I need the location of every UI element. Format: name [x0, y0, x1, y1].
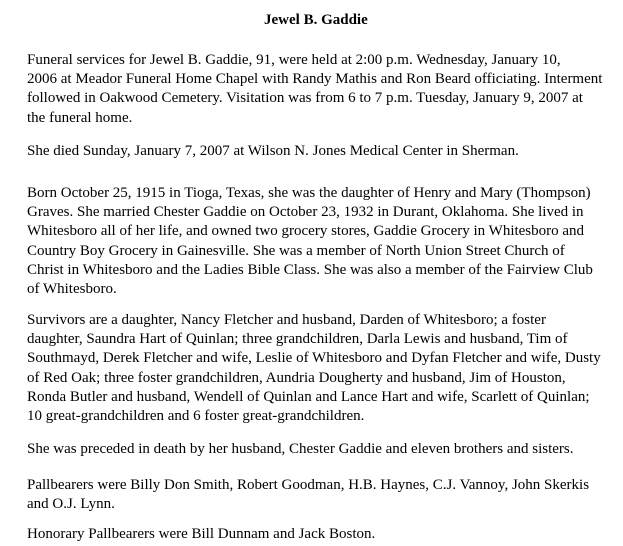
text-line: Pallbearers were Billy Don Smith, Robert Goodman, H.B. Haynes, C.J. Vannoy, John Skerkis: [27, 477, 590, 493]
text-line: She was preceded in death by her husband, Chester Gaddie and eleven brothers and sisters.: [27, 441, 574, 457]
text-line: the funeral home.: [27, 109, 133, 126]
text-line: Ronda Butler and husband, Wendell of Quinlan and Lance Hart and wife, Scarlett of Quinlan;: [27, 388, 590, 405]
paragraph-survivors: [27, 311, 601, 426]
text-line: Born October 25, 1915 in Tioga, Texas, she was the daughter of Henry and Mary (Thompson): [27, 185, 591, 201]
paragraph-pallbearers: [27, 476, 589, 514]
text-line: Southmayd, Derek Fletcher and wife, Leslie of Whitesboro and Dyfan Fletcher and wife, Dusty: [27, 350, 601, 367]
text-line: Survivors are a daughter, Nancy Fletcher and husband, Darden of Whitesboro; a foster: [27, 312, 546, 328]
text-line: Country Boy Grocery in Gainesville. She was a member of North Union Street Church of: [27, 242, 565, 259]
text-line: of Red Oak; three foster grandchildren, Aundria Dougherty and husband, Jim of Houston,: [27, 369, 566, 386]
text-line: Whitesboro all of her life, and owned two grocery stores, Gaddie Grocery in Whitesboro and: [27, 223, 585, 240]
text-line: Funeral services for Jewel B. Gaddie, 91, were held at 2:00 p.m. Wednesday, January 10,: [27, 52, 561, 68]
paragraph-honorary-pallbearers: [27, 525, 375, 544]
text-line: daughter, Saundra Hart of Quinlan; three grandchildren, Darla Lewis and husband, Tim of: [27, 331, 568, 348]
obituary-document: [27, 11, 617, 542]
text-line: Honorary Pallbearers were Bill Dunnam and Jack Boston.: [27, 526, 376, 542]
text-line: followed in Oakwood Cemetery. Visitation was from 6 to 7 p.m. Tuesday, January 9, 2007 at: [27, 90, 583, 107]
paragraph-death: [27, 142, 519, 161]
text-line: of Whitesboro.: [27, 281, 117, 298]
document-title: Jewel B. Gaddie: [264, 12, 368, 28]
text-line: Graves. She married Chester Gaddie on October 23, 1932 in Durant, Oklahoma. She lived in: [27, 204, 584, 221]
paragraph-preceded: [27, 440, 574, 459]
text-line: 10 great-grandchildren and 6 foster great-grandchildren.: [27, 408, 365, 425]
text-line: Christ in Whitesboro and the Ladies Bible Class. She was also a member of the Fairview Club: [27, 261, 593, 278]
text-line: She died Sunday, January 7, 2007 at Wilson N. Jones Medical Center in Sherman.: [27, 143, 519, 159]
text-line: and O.J. Lynn.: [27, 496, 115, 513]
paragraph-funeral-services: [27, 51, 602, 128]
paragraph-biography: [27, 184, 593, 299]
text-line: 2006 at Meador Funeral Home Chapel with Randy Mathis and Ron Beard officiating. Interment: [27, 71, 603, 88]
